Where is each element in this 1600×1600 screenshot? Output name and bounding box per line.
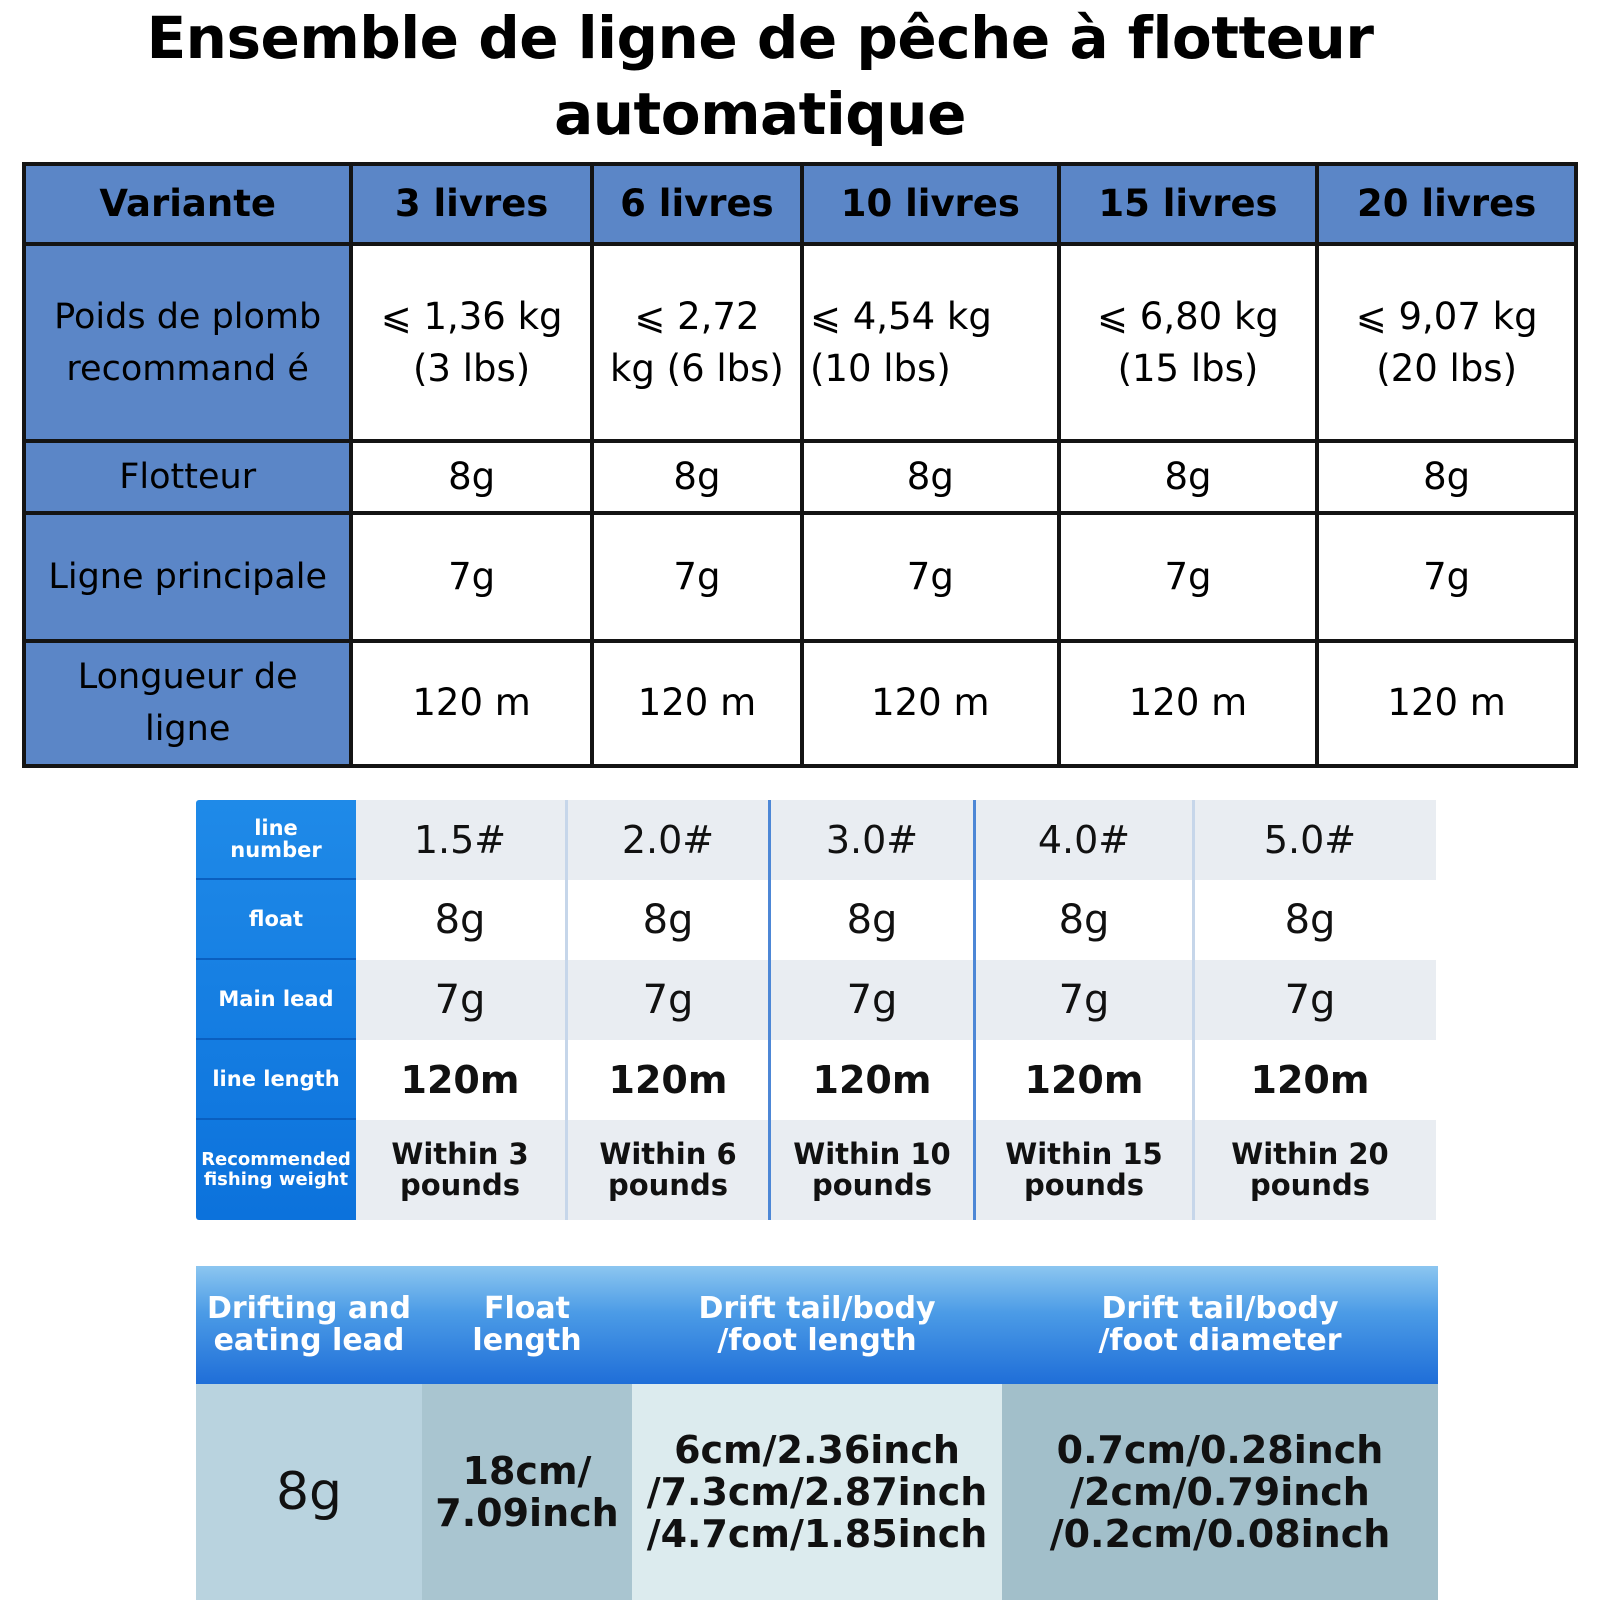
table-header-row bbox=[26, 166, 1574, 242]
table-cell: 7g bbox=[1058, 977, 1110, 1023]
table-cell: 120 m bbox=[594, 643, 800, 764]
table-row bbox=[26, 643, 1574, 764]
header-float-length: Float length bbox=[472, 1291, 582, 1358]
table-cell: ⩽ 1,36 kg (3 lbs) bbox=[353, 246, 589, 439]
header-cell-20-livres: 20 livres bbox=[1319, 166, 1574, 242]
table-cell: 2.0# bbox=[621, 818, 715, 862]
table-cell: 7g bbox=[642, 977, 694, 1023]
value-drifting-eating-lead: 8g bbox=[196, 1384, 422, 1600]
table-cell: 1.5# bbox=[413, 818, 507, 862]
float-dimensions-table bbox=[196, 1266, 1438, 1600]
variant-spec-table-fr bbox=[22, 162, 1578, 768]
table-cell: 8g bbox=[434, 897, 486, 943]
line-spec-table-en bbox=[196, 800, 1436, 1220]
value-drift-diameter: 0.7cm/0.28inch /2cm/0.79inch /0.2cm/0.08inch bbox=[1002, 1384, 1438, 1600]
table-cell: 8g bbox=[1058, 897, 1110, 943]
column-divider bbox=[973, 800, 976, 1220]
value-drift-length: 6cm/2.36inch /7.3cm/2.87inch /4.7cm/1.85inch bbox=[632, 1384, 1002, 1600]
table-cell: 3.0# bbox=[825, 818, 919, 862]
header-cell-3-livres: 3 livres bbox=[353, 166, 589, 242]
table-cell: Within 3 pounds bbox=[391, 1137, 529, 1202]
column-divider bbox=[565, 800, 568, 1220]
table-cell: ⩽ 4,54 kg (10 lbs) bbox=[804, 246, 1057, 439]
table-cell: 120 m bbox=[1061, 643, 1316, 764]
table-cell: 8g bbox=[1319, 443, 1574, 511]
header-cell-10-livres: 10 livres bbox=[804, 166, 1057, 242]
table-cell: 8g bbox=[594, 443, 800, 511]
row-label-line-length: line length bbox=[196, 1040, 356, 1120]
table-cell: 120m bbox=[1024, 1058, 1144, 1102]
table-row-line-length bbox=[356, 1040, 1436, 1120]
table-cell: 7g bbox=[846, 977, 898, 1023]
table-cell: 8g bbox=[846, 897, 898, 943]
table-cell: 4.0# bbox=[1037, 818, 1131, 862]
table-cell: 120 m bbox=[353, 643, 589, 764]
table-cell: 7g bbox=[1319, 515, 1574, 638]
row-label-float: float bbox=[196, 880, 356, 960]
table-cell: Within 15 pounds bbox=[1005, 1137, 1163, 1202]
row-label-flotteur: Flotteur bbox=[26, 443, 349, 511]
table-row-main-lead bbox=[356, 960, 1436, 1040]
header-cell-15-livres: 15 livres bbox=[1061, 166, 1316, 242]
page-title bbox=[0, 0, 1520, 152]
table-cell: 7g bbox=[804, 515, 1057, 638]
row-label-main-lead: Main lead bbox=[196, 960, 356, 1040]
table-cell: 8g bbox=[353, 443, 589, 511]
title-line-2: automatique bbox=[554, 80, 966, 148]
table-cell: ⩽ 2,72 kg (6 lbs) bbox=[594, 246, 800, 439]
table-cell: 8g bbox=[1061, 443, 1316, 511]
column-divider bbox=[1192, 800, 1195, 1220]
row-label-ligne-principale: Ligne principale bbox=[26, 515, 349, 638]
table-cell: 120 m bbox=[1319, 643, 1574, 764]
table-cell: 8g bbox=[804, 443, 1057, 511]
table-cell: 8g bbox=[642, 897, 694, 943]
row-label-recommended-weight: Recommended fishing weight bbox=[201, 1149, 351, 1190]
table-cell: 120 m bbox=[804, 643, 1057, 764]
table-cell: 7g bbox=[434, 977, 486, 1023]
value-float-length: 18cm/ 7.09inch bbox=[422, 1384, 632, 1600]
row-label-longueur: Longueur de ligne bbox=[26, 643, 349, 764]
table-cell: 120m bbox=[400, 1058, 520, 1102]
table-row-float bbox=[356, 880, 1436, 960]
table-cell: 7g bbox=[353, 515, 589, 638]
table-cell: Within 20 pounds bbox=[1231, 1137, 1389, 1202]
row-labels-column bbox=[196, 800, 356, 1220]
table-cell: 7g bbox=[1284, 977, 1336, 1023]
table-cell: Within 6 pounds bbox=[599, 1137, 737, 1202]
table-cell: Within 10 pounds bbox=[793, 1137, 951, 1202]
table-cell: 7g bbox=[1061, 515, 1316, 638]
row-label-line-number: line number bbox=[196, 800, 356, 880]
header-cell-6-livres: 6 livres bbox=[594, 166, 800, 242]
table-cell: 5.0# bbox=[1263, 818, 1357, 862]
header-drift-diameter: Drift tail/body /foot diameter bbox=[1098, 1291, 1342, 1358]
table-row-recommended-weight bbox=[356, 1120, 1436, 1220]
table-row bbox=[26, 246, 1574, 439]
title-line-1: Ensemble de ligne de pêche à flotteur bbox=[146, 4, 1374, 72]
table-cell: 120m bbox=[812, 1058, 932, 1102]
float-table-header bbox=[196, 1266, 1438, 1384]
table-cell: 8g bbox=[1284, 897, 1336, 943]
header-cell-variante: Variante bbox=[26, 166, 349, 242]
column-divider bbox=[768, 800, 771, 1220]
table-cell: 120m bbox=[608, 1058, 728, 1102]
table-row bbox=[26, 515, 1574, 638]
table-cell: ⩽ 9,07 kg (20 lbs) bbox=[1319, 246, 1574, 439]
row-label-poids: Poids de plomb recommand é bbox=[26, 246, 349, 439]
table-cell: 7g bbox=[594, 515, 800, 638]
table-cell: ⩽ 6,80 kg (15 lbs) bbox=[1061, 246, 1316, 439]
table-row-line-number bbox=[356, 800, 1436, 880]
table-cell: 120m bbox=[1250, 1058, 1370, 1102]
header-drift-length: Drift tail/body /foot length bbox=[698, 1291, 936, 1358]
header-drifting-eating-lead: Drifting and eating lead bbox=[206, 1291, 411, 1358]
table-row bbox=[26, 443, 1574, 511]
